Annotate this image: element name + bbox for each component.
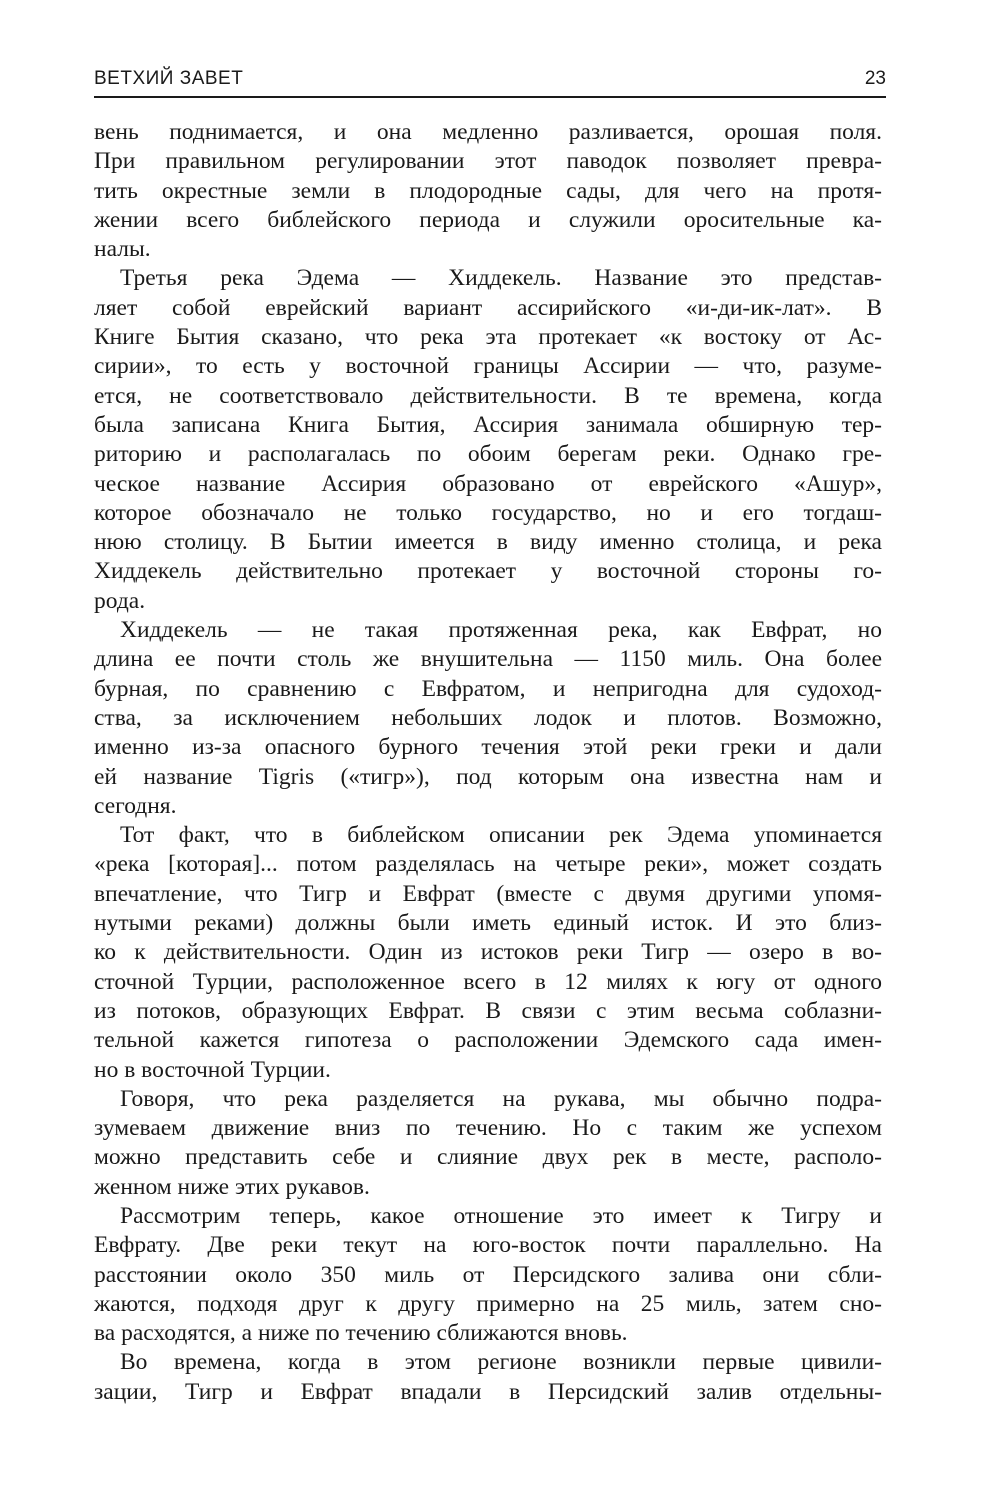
text-line: сирии», то есть у восточной границы Ассирии — что, разуме- xyxy=(94,353,882,380)
text-line: ческое название Ассирия образовано от еврейского «Ашур», xyxy=(94,470,882,497)
text-line: можно представить себе и слияние двух рек в месте, располо- xyxy=(94,1144,882,1171)
text-line: Рассмотрим теперь, какое отношение это имеет к Тигру и xyxy=(120,1202,882,1229)
text-line: впечатление, что Тигр и Евфрат (вместе с двумя другими упомя- xyxy=(94,880,882,907)
text-line: была записана Книга Бытия, Ассирия занимала обширную тер- xyxy=(94,411,882,438)
paragraph xyxy=(94,264,882,616)
running-header xyxy=(94,66,886,98)
text-line: тельной кажется гипотеза о расположении Эдемского сада имен- xyxy=(94,1027,882,1054)
text-line: рода. xyxy=(94,587,146,614)
text-line: зумеваем движение вниз по течению. Но с таким же успехом xyxy=(94,1115,882,1142)
paragraph xyxy=(94,118,882,264)
text-line: зации, Тигр и Евфрат впадали в Персидский залив отдельны- xyxy=(94,1378,882,1405)
body-text xyxy=(94,118,882,1407)
text-line: Тот факт, что в библейском описании рек Эдема упоминается xyxy=(120,822,882,849)
text-line: Хиддекель — не такая протяженная река, как Евфрат, но xyxy=(120,617,882,644)
text-line: При правильном регулировании этот паводок позволяет превра- xyxy=(94,148,882,175)
text-line: тить окрестные земли в плодородные сады, для чего на протя- xyxy=(94,177,882,204)
text-line: сточной Турции, расположенное всего в 12 милях к югу от одного xyxy=(94,968,882,995)
page-number: 23 xyxy=(864,68,886,89)
paragraph xyxy=(94,616,882,821)
text-line: бурная, по сравнению с Евфратом, и непригодна для судоход- xyxy=(94,675,882,702)
text-line: жении всего библейского периода и служили оросительные ка- xyxy=(94,206,882,233)
text-line: но в восточной Турции. xyxy=(94,1056,331,1083)
text-line: Евфрату. Две реки текут на юго-восток почти параллельно. На xyxy=(94,1232,882,1259)
text-line: Во времена, когда в этом регионе возникли первые цивили- xyxy=(120,1349,882,1376)
text-line: которое обозначало не только государство, но и его тогдаш- xyxy=(94,499,882,526)
text-line: «река [которая]... потом разделялась на четыре реки», может создать xyxy=(94,851,882,878)
text-line: налы. xyxy=(94,236,151,263)
text-line: Говоря, что река разделяется на рукава, мы обычно подра- xyxy=(120,1085,882,1112)
text-line: ей название Tigris («тигр»), под которым она известна нам и xyxy=(94,763,882,790)
paragraph xyxy=(94,821,882,1085)
text-line: нюю столицу. В Бытии имеется в виду именно столица, и река xyxy=(94,529,882,556)
text-line: сегодня. xyxy=(94,792,177,819)
text-line: именно из-за опасного бурного течения этой реки греки и дали xyxy=(94,734,882,761)
text-line: риторию и располагалась по обоим берегам реки. Однако гре- xyxy=(94,441,882,468)
text-line: нутыми реками) должны были иметь единый исток. И это близ- xyxy=(94,910,882,937)
running-title: ВЕТХИЙ ЗАВЕТ xyxy=(94,68,244,89)
text-line: из потоков, образующих Евфрат. В связи с этим весьма соблазни- xyxy=(94,997,882,1024)
text-line: Третья река Эдема — Хиддекель. Название это представ- xyxy=(120,265,882,292)
text-line: ва расходятся, а ниже по течению сближаются вновь. xyxy=(94,1320,628,1347)
text-line: ства, за исключением небольших лодок и плотов. Возможно, xyxy=(94,704,882,731)
text-line: ляет собой еврейский вариант ассирийского «и-ди-ик-лат». В xyxy=(94,294,882,321)
text-line: Книге Бытия сказано, что река эта протекает «к востоку от Ас- xyxy=(94,324,882,351)
text-line: вень поднимается, и она медленно разливается, орошая поля. xyxy=(94,119,882,145)
text-line: Хиддекель действительно протекает у восточной стороны го- xyxy=(94,558,882,585)
text-line: расстоянии около 350 миль от Персидского залива они сбли- xyxy=(94,1261,882,1288)
text-line: ется, не соответствовало действительности. В те времена, когда xyxy=(94,382,882,409)
paragraph xyxy=(94,1085,882,1202)
text-line: длина ее почти столь же внушительна — 1150 миль. Она более xyxy=(94,646,882,673)
paragraph xyxy=(94,1202,882,1348)
text-line: женном ниже этих рукавов. xyxy=(94,1173,370,1200)
text-line: жаются, подходя друг к другу примерно на 25 миль, затем сно- xyxy=(94,1290,882,1317)
text-line: ко к действительности. Один из истоков реки Тигр — озеро в во- xyxy=(94,939,882,966)
paragraph xyxy=(94,1348,882,1407)
